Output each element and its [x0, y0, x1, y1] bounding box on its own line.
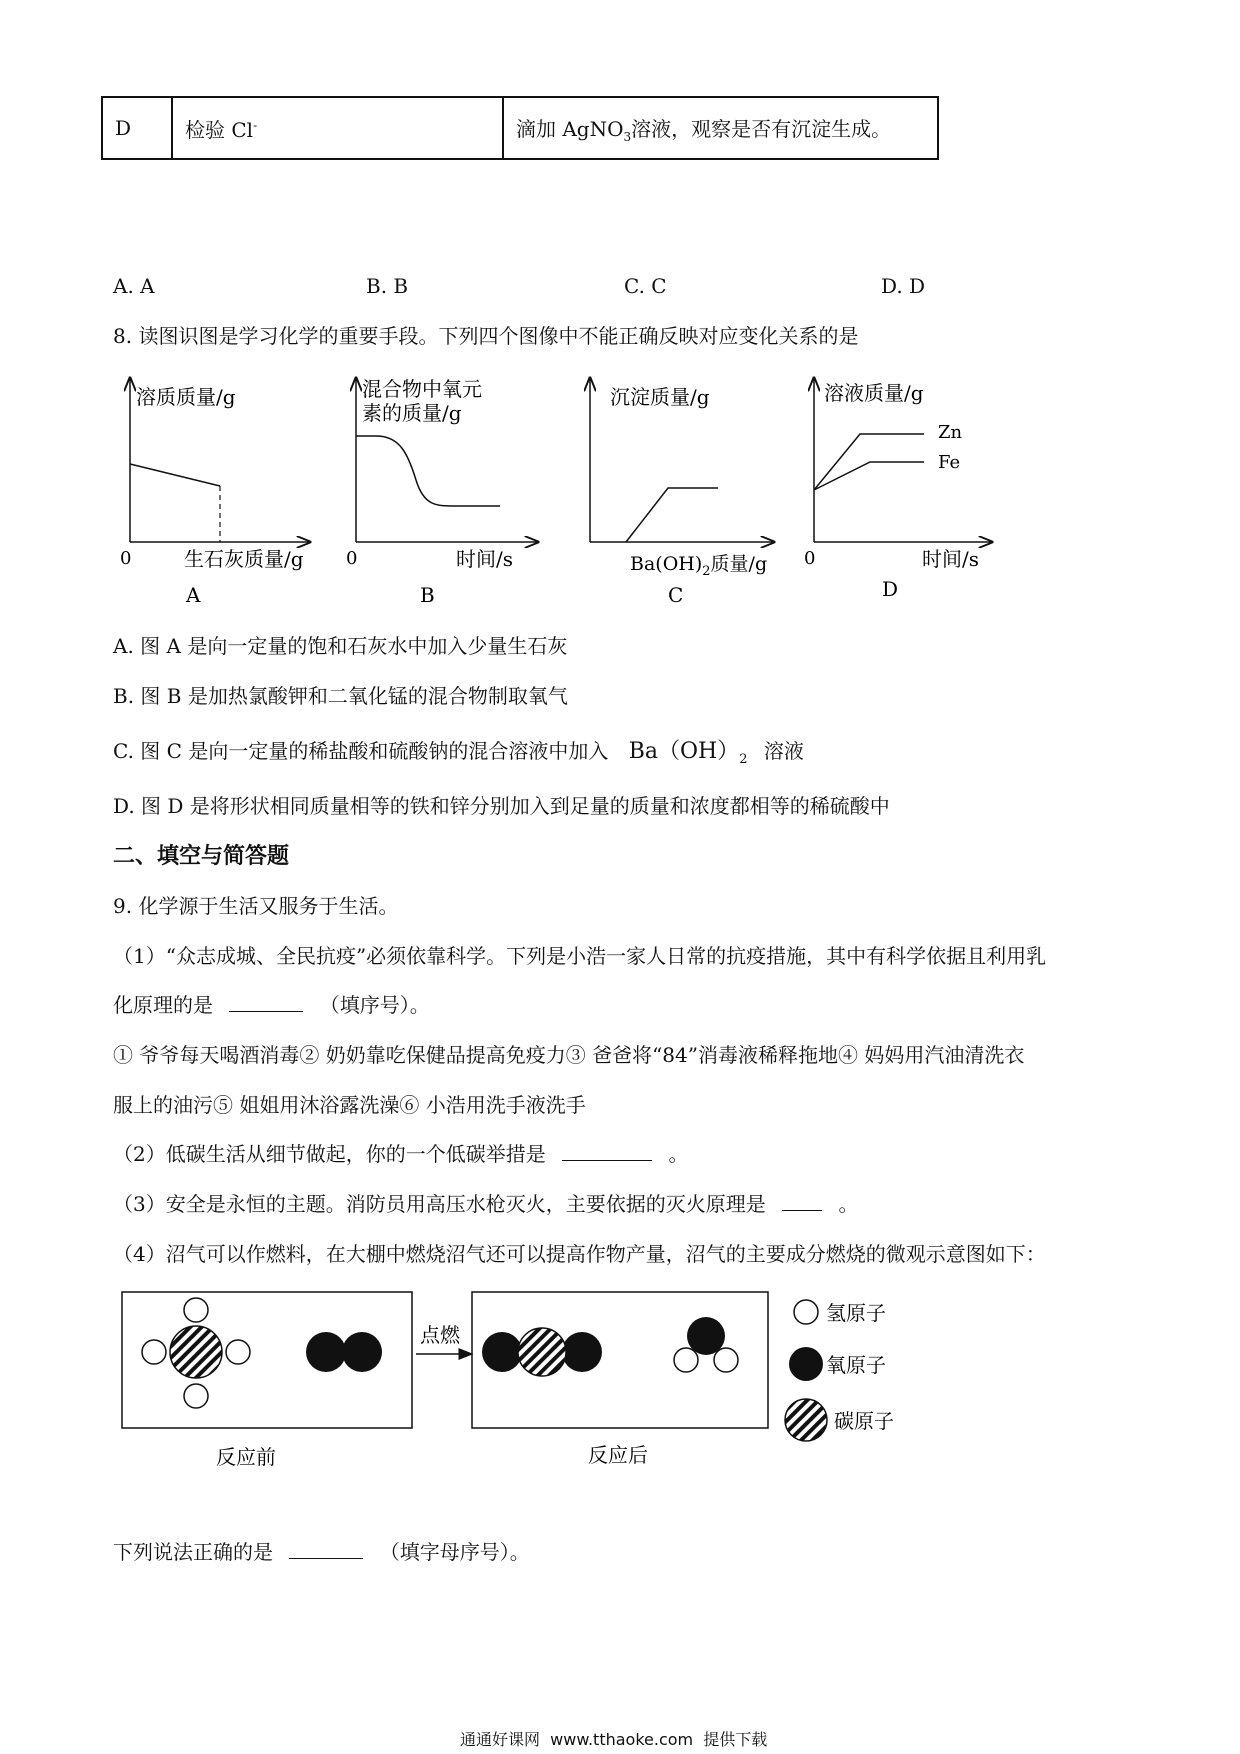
q9-items-line1: ① 爷爷每天喝酒消毒② 奶奶靠吃保健品提高免疫力③ 爸爸将“84”消毒液稀释拖地④ 妈妈用汽油清洗衣 — [113, 1043, 1025, 1067]
q9-part3: （3）安全是永恒的主题。消防员用高压水枪灭火，主要依据的灭火原理是 。 — [113, 1192, 859, 1216]
graph-d-origin: 0 — [804, 548, 816, 569]
legend-carbon: 碳原子 — [834, 1409, 894, 1433]
table-cell-option: D — [102, 97, 172, 159]
graph-b-origin: 0 — [346, 548, 358, 569]
q9-part4: （4）沼气可以作燃料，在大棚中燃烧沼气还可以提高作物产量，沼气的主要成分燃烧的微观示意图如下： — [113, 1242, 1046, 1266]
experiment-table — [101, 96, 939, 160]
graph-b-curve — [356, 436, 500, 506]
arrow-label: 点燃 — [420, 1323, 460, 1347]
q8-stem: 8. 读图识图是学习化学的重要手段。下列四个图像中不能正确反映对应变化关系的是 — [113, 324, 859, 348]
answer-blank-4[interactable] — [289, 1538, 363, 1559]
q9-part1-line1: （1）“众志成城、全民抗疫”必须依靠科学。下列是小浩一家人日常的抗疫措施，其中有科学依据且利用乳 — [113, 944, 1047, 968]
footer-text: 通通好课网 www.tthaoke.com 提供下载 — [460, 1730, 768, 1749]
graph-c-xlabel: $Ba(OH)_2$质量/g — [630, 553, 768, 579]
graph-d — [804, 378, 992, 601]
after-caption: 反应后 — [588, 1443, 648, 1467]
q9-part2: （2）低碳生活从细节做起，你的一个低碳举措是 。 — [113, 1142, 689, 1166]
q9-stem: 9. 化学源于生活又服务于生活。 — [113, 894, 399, 918]
graph-a-ylabel: 溶质质量/g — [136, 385, 236, 409]
q8-option-c: C. 图 C 是向一定量的稀盐酸和硫酸钠的混合溶液中加入 $Ba(OH)_2$ 溶液 — [113, 739, 804, 767]
q8-option-a: A. 图 A 是向一定量的饱和石灰水中加入少量生石灰 — [113, 634, 568, 658]
legend — [785, 1300, 894, 1441]
q7-option-a: A. A — [113, 274, 155, 298]
graph-d-legend-fe: Fe — [938, 452, 961, 473]
legend-oxygen: 氧原子 — [826, 1353, 886, 1377]
oxygen-molecule — [306, 1332, 382, 1372]
graph-d-caption: D — [882, 577, 899, 601]
graph-b-ylabel-line1: 混合物中氧元 — [362, 377, 482, 401]
graph-c-caption: C — [668, 583, 684, 607]
answer-blank-3[interactable] — [782, 1190, 822, 1211]
graph-a-xlabel: 生石灰质量/g — [184, 547, 304, 571]
legend-hydrogen: 氢原子 — [826, 1301, 886, 1325]
graph-a — [120, 378, 310, 607]
graph-c-line — [626, 488, 718, 542]
q9-part1-line2: 化原理的是 （填序号）。 — [113, 993, 430, 1017]
graph-b-xlabel: 时间/s — [456, 547, 514, 571]
answer-blank-1[interactable] — [229, 991, 303, 1012]
reaction-diagram — [110, 1280, 930, 1470]
table-row — [102, 97, 938, 159]
q8-graphs — [100, 370, 1020, 610]
carbon-atom-icon — [785, 1399, 827, 1441]
table-cell-method: 滴加 AgNO$_3$溶液，观察是否有沉淀生成。 — [503, 97, 938, 159]
graph-d-xlabel: 时间/s — [922, 547, 980, 571]
hydrogen-atom-icon — [794, 1300, 818, 1324]
graph-d-ylabel: 溶液质量/g — [824, 381, 924, 405]
q7-option-b: B. B — [366, 274, 409, 298]
carbon-dioxide-molecule — [482, 1328, 602, 1376]
graph-a-origin: 0 — [120, 548, 132, 569]
graph-c — [590, 378, 774, 607]
graph-d-line-fe — [814, 462, 924, 490]
graph-a-line — [130, 464, 220, 486]
q8-option-b: B. 图 B 是加热氯酸钾和二氧化锰的混合物制取氧气 — [113, 684, 568, 708]
q9-items-line2: 服上的油污⑤ 姐姐用沐浴露洗澡⑥ 小浩用洗手液洗手 — [113, 1093, 586, 1117]
q8-option-d: D. 图 D 是将形状相同质量相等的铁和锌分别加入到足量的质量和浓度都相等的稀硫酸中 — [113, 794, 890, 818]
q7-option-d: D. D — [881, 274, 926, 298]
graph-b-caption: B — [420, 583, 435, 607]
methane-molecule — [142, 1298, 250, 1408]
q7-option-c: C. C — [624, 274, 667, 298]
graph-a-caption: A — [186, 583, 201, 607]
q9-final: 下列说法正确的是 （填字母序号）。 — [113, 1540, 530, 1564]
graph-b — [346, 377, 538, 607]
oxygen-atom-icon — [789, 1347, 823, 1381]
before-caption: 反应前 — [216, 1445, 276, 1469]
answer-blank-2[interactable] — [562, 1140, 652, 1161]
section-title: 二、填空与简答题 — [113, 843, 290, 869]
water-molecule — [674, 1317, 738, 1372]
table-cell-purpose: 检验 Cl- — [172, 97, 503, 159]
graph-c-ylabel: 沉淀质量/g — [610, 385, 710, 409]
graph-b-ylabel-line2: 素的质量/g — [362, 401, 462, 425]
graph-d-legend-zn: Zn — [938, 422, 963, 443]
